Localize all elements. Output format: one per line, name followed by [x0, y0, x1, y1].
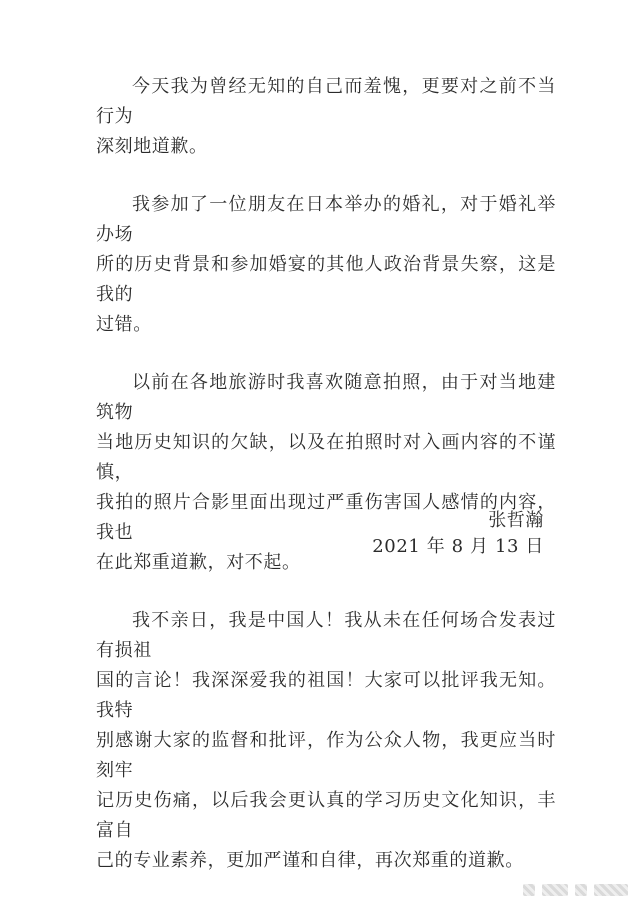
paragraph-1: 今天我为曾经无知的自己而羞愧，更要对之前不当行为 深刻地道歉。 — [96, 76, 556, 157]
letter-body — [96, 72, 556, 904]
watermark-block — [594, 884, 628, 896]
paragraph-4: 我不亲日，我是中国人！我从未在任何场合发表过有损祖 国的言论！我深深爱我的祖国！大家可以批评我无知。我特 别感谢大家的监督和批评，作为公众人物，我更应当时刻牢 记历史伤痛，以后我会更认真的学习历史文化知识，丰富自 己的专业素养，更加严谨和自律，再次郑重的道歉。 — [96, 610, 556, 871]
paragraph-3: 以前在各地旅游时我喜欢随意拍照，由于对当地建筑物 当地历史知识的欠缺，以及在拍照时对入画内容的不谨慎， 我拍的照片合影里面出现过严重伤害国人感情的内容，我也 在此郑重道歉，对不起。 — [96, 372, 556, 573]
blurred-watermark — [523, 884, 628, 896]
signature-name: 张哲瀚 — [488, 510, 544, 531]
watermark-block — [575, 884, 587, 896]
paragraph-2: 我参加了一位朋友在日本举办的婚礼，对于婚礼举办场 所的历史背景和参加婚宴的其他人政治背景失察，这是我的 过错。 — [96, 194, 556, 335]
watermark-block — [542, 884, 568, 896]
watermark-icon — [523, 884, 535, 896]
signature-date: 2021 年 8 月 13 日 — [372, 536, 544, 557]
signature-block — [372, 508, 544, 560]
